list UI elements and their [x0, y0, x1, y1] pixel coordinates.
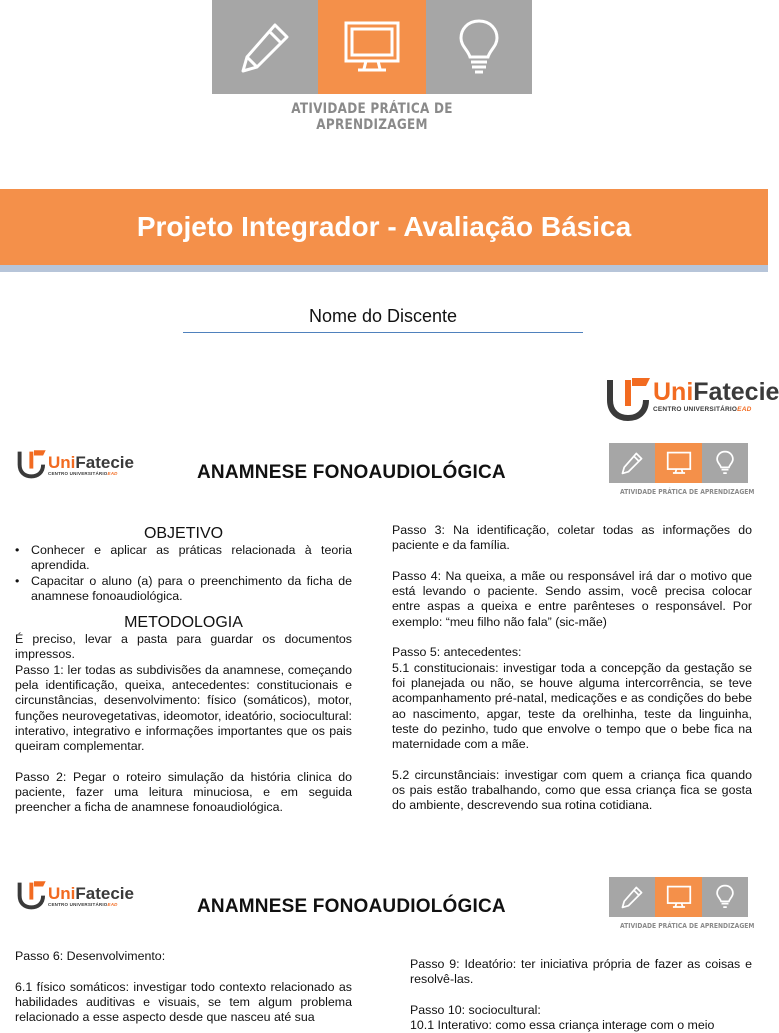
section-2-left-column — [15, 949, 352, 1024]
passo-6: Passo 6: Desenvolvimento: — [15, 949, 166, 963]
banner-icon-bar — [212, 0, 532, 94]
passo-5-1: 5.1 constitucionais: investigar toda a concepção da gestação se foi planejada ou não, se houve alguma intercorrência, se teve acompanhamento pré-natal, medicações e as condições do bebe ao nascimento, apgar, teste da orelhinha, teste da linguinha, teste do pezinho, tudo que envolve o tempo que o bebe fica na maternidade com a mãe. — [392, 660, 752, 752]
logo-name-fatecie: Fatecie — [75, 453, 134, 472]
passo-5-2: 5.2 circunstânciais: investigar com quem a criança fica quando os pais estão trabalhando, como que essa criança fica se gosta do ambiente, descrevendo sua rotina cotidiana. — [392, 767, 752, 813]
passo-4: Passo 4: Na queixa, a mãe ou responsável irá dar o motivo que está levando o paciente. Sendo assim, você precisa colocar entre aspas a queixa e entre parênteses o responsável. Por exemplo: “meu filho não fala” (sic-mãe) — [392, 568, 752, 629]
objective-item: • Conhecer e aplicar as práticas relacionada à teoria aprendida. — [15, 543, 352, 574]
unifatecie-u-icon — [17, 880, 47, 910]
section-1-title: ANAMNESE FONOAUDIOLÓGICA — [197, 462, 506, 483]
monitor-icon — [665, 884, 693, 910]
pencil-icon — [619, 450, 645, 476]
passo-2: Passo 2: Pegar o roteiro simulação da história clinica do paciente, fazer uma leitura minuciosa, e em seguida preencher a ficha de anamnese fonoaudiológica. — [15, 769, 352, 815]
unifatecie-logo-small-1 — [17, 449, 134, 479]
section-2-right-column — [410, 957, 752, 1033]
objective-item: • Capacitar o aluno (a) para o preenchimento da ficha de anamnese fonoaudiológica. — [15, 574, 352, 605]
logo-name-fatecie: Fatecie — [693, 378, 779, 406]
objective-heading: OBJETIVO — [143, 525, 224, 542]
banner-cell-pencil — [212, 0, 318, 94]
mini-banner-caption: ATIVIDADE PRÁTICA DE APRENDIZAGEM — [619, 488, 755, 496]
page-title: Projeto Integrador - Avaliação Básica — [136, 211, 632, 242]
passo-9: Passo 9: Ideatório: ter iniciativa própria de fazer as coisas e resolvê-las. — [410, 957, 752, 987]
logo-ead: EAD — [107, 471, 118, 476]
logo-ead: EAD — [107, 902, 118, 907]
lightbulb-icon — [714, 883, 736, 911]
logo-name-fatecie: Fatecie — [75, 884, 134, 903]
section-2-title: ANAMNESE FONOAUDIOLÓGICA — [197, 896, 506, 917]
pencil-icon — [235, 17, 295, 77]
passo-1: Passo 1: ler todas as subdivisões da anamnese, começando pela identificação, queixa, antecedentes: constitucionais e circunstâncias, desenvolvimento: físico (somáticos), motor, funções neurovegetativas, ideomotor, ideatório, sociocultural: interativo, integrativo e informações importantes que os pais queiram complementar. — [15, 662, 352, 754]
section-1-right-column — [392, 523, 752, 829]
mini-banner-caption: ATIVIDADE PRÁTICA DE APRENDIZAGEM — [619, 922, 755, 930]
banner-cell-monitor — [318, 0, 426, 94]
student-name-line — [183, 332, 583, 333]
passo-3: Passo 3: Na identificação, coletar todas as informações do paciente e da família. — [392, 523, 752, 553]
unifatecie-u-icon — [606, 376, 652, 422]
title-bar — [0, 189, 768, 265]
logo-subtitle: CENTRO UNIVERSITÁRIO — [653, 406, 738, 413]
lightbulb-icon — [454, 15, 504, 79]
monitor-icon — [665, 450, 693, 476]
section-1-left-column — [15, 524, 352, 831]
banner-caption: ATIVIDADE PRÁTICA DE APRENDIZAGEM — [291, 101, 453, 133]
unifatecie-logo-small-2 — [17, 880, 134, 910]
unifatecie-u-icon — [17, 449, 47, 479]
method-intro: É preciso, levar a pasta para guardar os documentos impressos. — [15, 632, 352, 662]
passo-6-1: 6.1 físico somáticos: investigar todo contexto relacionado as habilidades auditivas e visuais, se tem algum problema relacionado a esse aspecto desde que nasceu até sua — [15, 979, 352, 1025]
method-heading: METODOLOGIA — [124, 614, 243, 632]
banner-cell-lightbulb — [426, 0, 532, 94]
passo-10: Passo 10: sociocultural: — [410, 1002, 541, 1017]
logo-ead: EAD — [737, 406, 752, 413]
logo-name-uni: Uni — [48, 453, 76, 472]
unifatecie-logo-large — [606, 376, 779, 422]
logo-subtitle: CENTRO UNIVERSITÁRIO — [48, 902, 108, 907]
monitor-icon — [340, 17, 404, 77]
lightbulb-icon — [714, 449, 736, 477]
passo-5-title: Passo 5: antecedentes: — [392, 645, 522, 660]
logo-name-uni: Uni — [653, 378, 694, 406]
mini-banner-1 — [609, 443, 765, 496]
student-name-label: Nome do Discente — [308, 306, 458, 326]
logo-name-uni: Uni — [48, 884, 76, 903]
mini-banner-2 — [609, 877, 765, 930]
pencil-icon — [619, 884, 645, 910]
passo-10-1: 10.1 Interativo: como essa criança interage com o meio — [410, 1018, 715, 1033]
title-underline — [0, 265, 768, 272]
logo-subtitle: CENTRO UNIVERSITÁRIO — [48, 471, 108, 476]
